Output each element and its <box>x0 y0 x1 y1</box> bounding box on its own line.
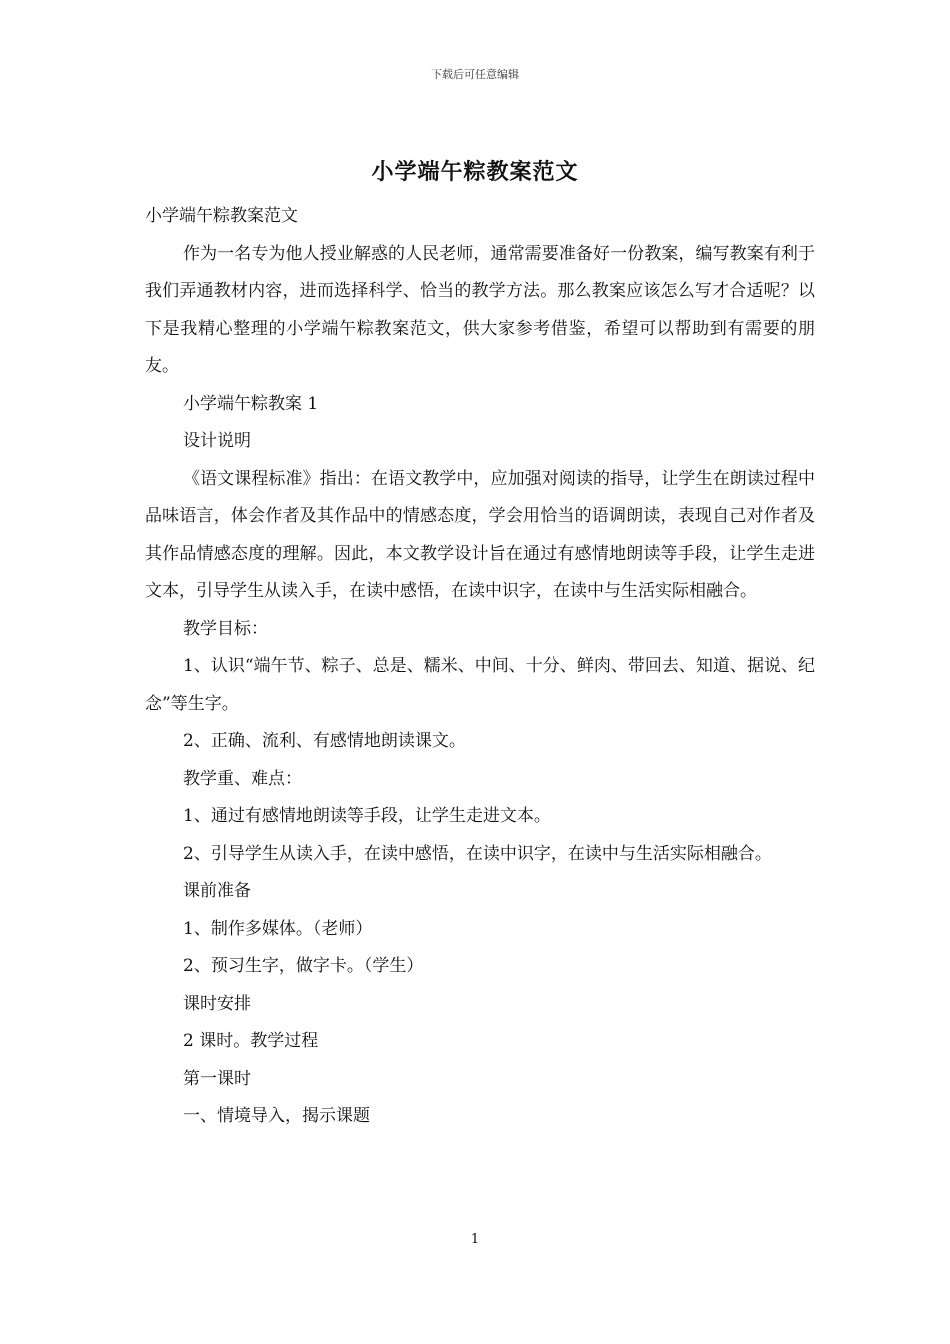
key-point-item: 1、通过有感情地朗读等手段，让学生走进文本。 <box>183 806 551 826</box>
goal-item: 1、认识“端午节、粽子、总是、糯米、中间、十分、鲜肉、带回去、知道、据说、纪念”等生字。 <box>145 656 815 714</box>
section-heading-schedule: 课时安排 <box>183 993 251 1014</box>
page-number: 1 <box>470 1232 480 1247</box>
section-heading-design: 设计说明 <box>183 431 251 451</box>
section-heading-first-lesson: 第一课时 <box>183 1068 251 1089</box>
goal-item: 2、正确、流利、有感情地朗读课文。 <box>183 731 466 751</box>
preparation-item: 2、预习生字，做字卡。（学生） <box>183 956 424 976</box>
document-title: 小学端午粽教案范文 <box>371 159 579 185</box>
section-heading-goals: 教学目标： <box>183 618 268 639</box>
paragraph-subtitle: 小学端午粽教案范文 <box>145 206 298 226</box>
section-heading-preparation: 课前准备 <box>183 881 251 901</box>
preparation-item: 1、制作多媒体。（老师） <box>183 918 373 939</box>
schedule-text: 2 课时。教学过程 <box>183 1031 319 1051</box>
step-heading: 一、情境导入，揭示课题 <box>183 1106 370 1126</box>
section-heading-plan-1: 小学端午粽教案 1 <box>183 393 319 414</box>
section-heading-key-points: 教学重、难点： <box>183 768 302 789</box>
page-header: 下载后可任意编辑 <box>431 68 519 81</box>
document-body <box>145 198 815 1136</box>
paragraph-design-description: 《语文课程标准》指出：在语文教学中，应加强对阅读的指导，让学生在朗读过程中品味语言，体会作者及其作品中的情感态度，学会用恰当的语调朗读，表现自己对作者及其作品情感态度的理解。因此，本文教学设计旨在通过有感情地朗读等手段，让学生走进文本，引导学生从读入手，在读中感悟，在读中识字，在读中与生活实际相融合。 <box>145 468 815 601</box>
key-point-item: 2、引导学生从读入手，在读中感悟，在读中识字，在读中与生活实际相融合。 <box>183 843 772 864</box>
paragraph-intro: 作为一名专为他人授业解惑的人民老师，通常需要准备好一份教案，编写教案有利于我们弄通教材内容，进而选择科学、恰当的教学方法。那么教案应该怎么写才合适呢？以下是我精心整理的小学端午粽教案范文，供大家参考借鉴，希望可以帮助到有需要的朋友。 <box>145 243 815 376</box>
